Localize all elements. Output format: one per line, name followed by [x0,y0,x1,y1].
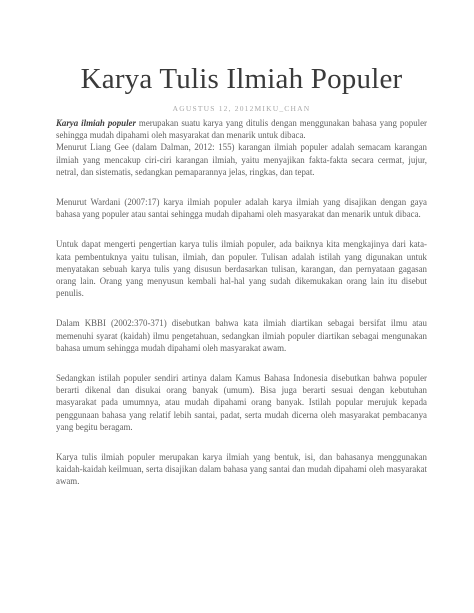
paragraph-liang-gee: Menurut Liang Gee (dalam Dalman, 2012: 155) karangan ilmiah populer adalah semacam karangan ilmiah yang mencakup ciri-ciri karangan ilmiah, yaitu menyajikan fakta-fakta secara cermat, jujur, netral, dan sistematis, sedangkan pemaparannya jelas, ringkas, dan tepat. [56,142,427,177]
page-title: Karya Tulis Ilmiah Populer [80,63,403,95]
paragraph-kbbi: Dalam KBBI (2002:370-371) disebutkan bahwa kata ilmiah diartikan sebagai bersifat ilmu atau memenuhi syarat (kaidah) ilmu pengetahuan, sedangkan ilmiah populer diartikan sebagai mengunakan bahasa umum sehingga mudah dipahami oleh masyarakat awam. [56,318,427,353]
post-meta: AGUSTUS 12, 2012MIKU_CHAN [172,104,311,113]
paragraph-intro [56,117,427,141]
paragraph-wardani: Menurut Wardani (2007:17) karya ilmiah populer adalah karya ilmiah yang disajikan dengan gaya bahasa yang populer atau santai sehingga mudah dipahami oleh masyarakat dan menarik untuk dibaca. [56,197,427,220]
paragraph-text: merupakan suatu karya yang ditulis dengan menggunakan bahasa yang populer sehingga mudah dipahami oleh masyarakat dan menarik untuk dibaca. [56,118,428,141]
paragraph-pengertian: Untuk dapat mengerti pengertian karya tulis ilmiah populer, ada baiknya kita mengkajinya dari kata-kata pembentuknya yaitu tulisan, ilmiah, dan populer. Tulisan adalah istilah yang digunakan untuk menyatakan sebuah karya tulis yang disusun berdasarkan tulisan, karangan, dan pernyataan gagasan orang lain. Orang yang menyusun kembali hal-hal yang sudah dikemukakan orang lain itu disebut penulis. [56,239,427,299]
article-body [56,117,427,488]
paragraph-definisi: Karya tulis ilmiah populer merupakan karya ilmiah yang bentuk, isi, dan bahasanya menggunakan kaidah-kaidah keilmuan, serta disajikan dalam bahasa yang santai dan mudah dipahami oleh masyarakat awam. [56,452,427,487]
lead-term: Karya ilmiah populer [56,118,136,128]
paragraph-istilah-populer: Sedangkan istilah populer sendiri artinya dalam Kamus Bahasa Indonesia disebutkan bahwa populer berarti dikenal dan disukai orang banyak (umum). Bisa juga berarti sesuai dengan kebutuhan masyarakat pada umumnya, atau mudah dipahami orang banyak. Istilah popular merujuk kepada penggunaan bahasa yang relatif lebih santai, padat, serta mudah dicerna oleh masyarakat pembacanya yang begitu beragam. [56,373,427,432]
